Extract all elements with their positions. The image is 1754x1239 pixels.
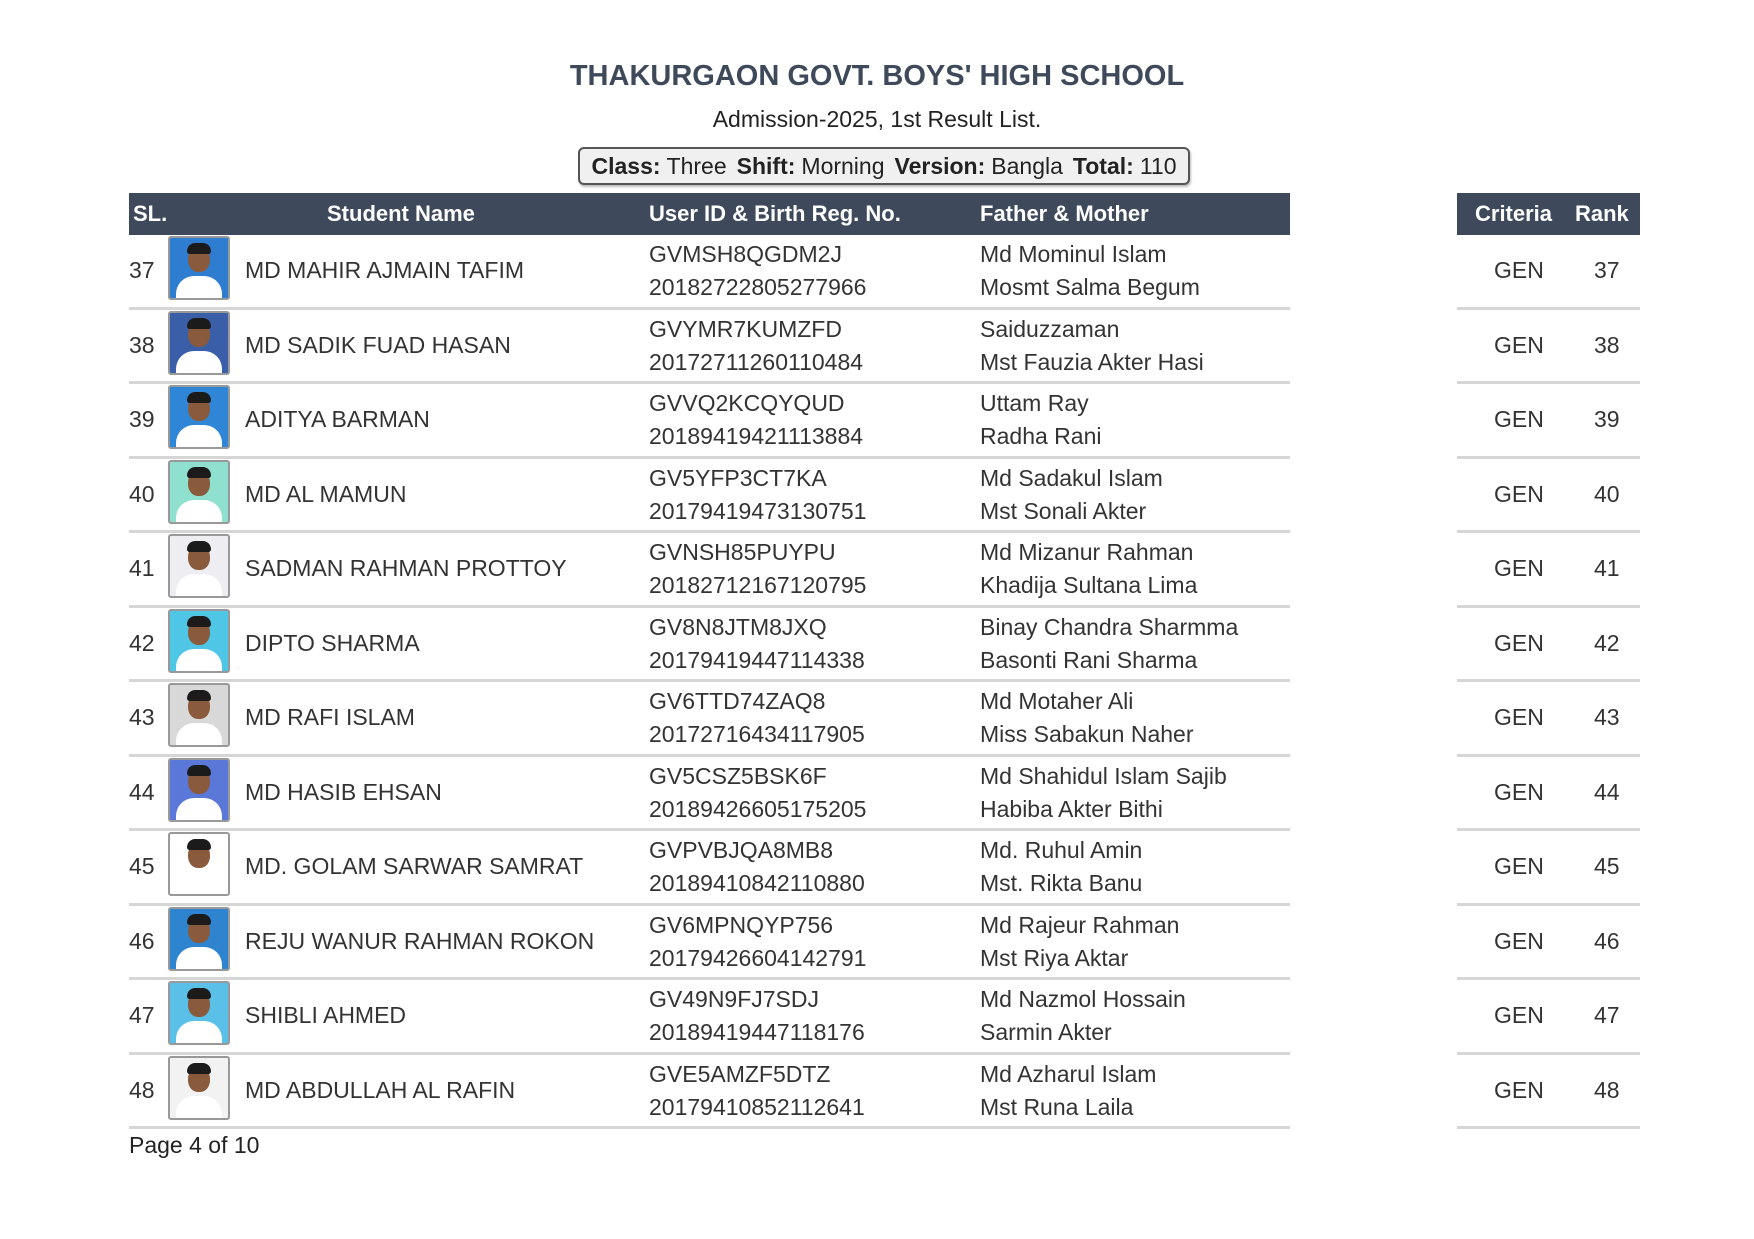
birth-reg-number: 20189419421113884 [649,423,864,449]
user-id: GVNSH85PUYPU [649,539,836,565]
column-header-criteria: Criteria [1475,201,1553,226]
table-row [129,757,1290,832]
user-id: GV5CSZ5BSK6F [649,762,827,789]
student-photo [168,907,230,971]
criteria-value: GEN [1494,331,1544,358]
photo-hair [187,318,211,329]
user-id: GV5YFP3CT7KA [649,464,827,491]
shift-label: Shift: [736,152,796,179]
student-name: MD RAFI ISLAM [245,704,415,730]
birth-reg-number: 20179419447114338 [649,646,865,673]
photo-shirt [176,1096,222,1120]
photo-hair [187,467,211,478]
rank-value: 41 [1594,555,1620,581]
photo-shirt [176,574,222,598]
father-name: Md Rajeur Rahman [980,911,1180,938]
mother-name: Mosmt Salma Begum [980,274,1200,300]
criteria-rank-row [1457,906,1640,981]
student-name: ADITYA BARMAN [245,406,430,432]
criteria-rank-row [1457,310,1640,385]
student-photo [168,534,230,598]
criteria-rank-table [1457,235,1640,1129]
student-name: REJU WANUR RAHMAN ROKON [245,927,595,954]
column-header-user-id: User ID & Birth Reg. No. [649,201,901,226]
photo-hair [187,765,211,776]
criteria-rank-row [1457,384,1640,459]
father-name: Md Nazmol Hossain [980,986,1186,1012]
serial-number: 48 [129,1076,155,1103]
rank-value: 42 [1594,629,1620,656]
father-name: Uttam Ray [980,390,1089,416]
criteria-rank-row [1457,980,1640,1055]
student-name: SADMAN RAHMAN PROTTOY [245,555,567,581]
main-table-header [129,193,1290,235]
rank-value: 39 [1594,406,1620,432]
photo-shirt [176,276,222,300]
criteria-rank-row [1457,533,1640,608]
student-name: MD. GOLAM SARWAR SAMRAT [245,853,584,879]
column-header-rank: Rank [1575,201,1629,226]
user-id: GVPVBJQA8MB8 [649,837,834,863]
table-row [129,384,1290,459]
column-header-sl: SL. [133,201,168,226]
criteria-value: GEN [1494,1076,1544,1103]
photo-shirt [176,947,222,971]
birth-reg-number: 20179410852112641 [649,1093,865,1120]
serial-number: 46 [129,927,155,954]
photo-shirt [176,425,222,449]
student-name: MD MAHIR AJMAIN TAFIM [245,257,524,283]
student-name: MD SADIK FUAD HASAN [245,331,511,358]
user-id: GVE5AMZF5DTZ [649,1060,831,1087]
rank-value: 40 [1594,480,1620,507]
photo-shirt [176,500,222,524]
serial-number: 44 [129,778,155,805]
photo-shirt [176,872,222,896]
rank-value: 43 [1594,704,1620,730]
photo-shirt [176,351,222,375]
birth-reg-number: 20182722805277966 [649,274,867,300]
photo-shirt [176,798,222,822]
serial-number: 38 [129,331,155,358]
criteria-rank-row [1457,608,1640,683]
user-id: GVYMR7KUMZFD [649,315,842,342]
student-name: MD ABDULLAH AL RAFIN [245,1076,516,1103]
criteria-value: GEN [1494,927,1544,954]
criteria-rank-row [1457,831,1640,906]
table-row [129,906,1290,981]
birth-reg-number: 20189410842110880 [649,870,865,896]
serial-number: 41 [129,555,155,581]
photo-shirt [176,649,222,673]
total-value: 110 [1139,152,1177,179]
side-table-header [1457,193,1640,235]
serial-number: 43 [129,704,155,730]
criteria-value: GEN [1494,778,1544,805]
photo-shirt [176,1021,222,1045]
mother-name: Mst Sonali Akter [980,497,1147,524]
photo-hair [187,1063,211,1074]
criteria-value: GEN [1494,406,1544,432]
father-name: Md. Ruhul Amin [980,837,1143,863]
table-row [129,831,1290,906]
student-name: SHIBLI AHMED [245,1002,407,1028]
father-name: Md Mizanur Rahman [980,539,1194,565]
version-value: Bangla [991,152,1063,179]
photo-hair [187,988,211,999]
rank-value: 45 [1594,853,1620,879]
photo-hair [187,839,211,850]
table-row [129,533,1290,608]
mother-name: Radha Rani [980,423,1102,449]
shift-value: Morning [801,152,885,179]
serial-number: 47 [129,1002,155,1028]
rank-value: 46 [1594,927,1620,954]
mother-name: Khadija Sultana Lima [980,572,1198,598]
mother-name: Sarmin Akter [980,1019,1112,1045]
criteria-value: GEN [1494,629,1544,656]
column-header-father-mother: Father & Mother [980,201,1149,226]
student-name: MD AL MAMUN [245,480,407,507]
mother-name: Mst Riya Aktar [980,944,1129,971]
rank-value: 48 [1594,1076,1620,1103]
birth-reg-number: 20179426604142791 [649,944,867,971]
serial-number: 42 [129,629,155,656]
student-table [129,235,1290,1129]
school-title: THAKURGAON GOVT. BOYS' HIGH SCHOOL [569,60,1185,92]
criteria-rank-row [1457,682,1640,757]
student-photo [168,832,230,896]
user-id: GVVQ2KCQYQUD [649,390,845,416]
student-name: DIPTO SHARMA [245,629,420,656]
photo-hair [187,914,211,925]
photo-shirt [176,723,222,747]
birth-reg-number: 20179419473130751 [649,497,867,524]
father-name: Md Shahidul Islam Sajib [980,762,1227,789]
table-row [129,459,1290,534]
father-name: Saiduzzaman [980,315,1120,342]
father-name: Md Sadakul Islam [980,464,1163,491]
serial-number: 40 [129,480,155,507]
birth-reg-number: 20189426605175205 [649,795,867,822]
birth-reg-number: 20172711260110484 [649,348,864,375]
photo-hair [187,690,211,701]
criteria-rank-row [1457,1055,1640,1130]
criteria-value: GEN [1494,480,1544,507]
class-value: Three [666,152,727,179]
table-row [129,980,1290,1055]
mother-name: Mst Fauzia Akter Hasi [980,348,1204,375]
user-id: GV8N8JTM8JXQ [649,613,827,640]
father-name: Md Mominul Islam [980,241,1167,267]
table-row [129,310,1290,385]
father-name: Md Azharul Islam [980,1060,1157,1087]
serial-number: 39 [129,406,155,432]
criteria-rank-row [1457,235,1640,310]
student-photo [168,981,230,1045]
birth-reg-number: 20172716434117905 [649,721,865,747]
student-photo [168,683,230,747]
total-label: Total: [1072,152,1134,179]
column-header-student-name: Student Name [327,201,475,226]
birth-reg-number: 20182712167120795 [649,572,867,598]
page-number: Page 4 of 10 [129,1132,260,1158]
student-photo [168,385,230,449]
class-info-box [578,147,1190,185]
table-row [129,235,1290,310]
mother-name: Habiba Akter Bithi [980,795,1163,822]
criteria-value: GEN [1494,704,1544,730]
table-row [129,608,1290,683]
mother-name: Mst. Rikta Banu [980,870,1143,896]
rank-value: 47 [1594,1002,1620,1028]
father-name: Binay Chandra Sharmma [980,613,1239,640]
version-label: Version: [894,152,986,179]
criteria-value: GEN [1494,555,1544,581]
mother-name: Basonti Rani Sharma [980,646,1198,673]
table-row [129,682,1290,757]
birth-reg-number: 20189419447118176 [649,1019,865,1045]
photo-hair [187,616,211,627]
serial-number: 37 [129,257,155,283]
criteria-rank-row [1457,459,1640,534]
table-row [129,1055,1290,1130]
rank-value: 44 [1594,778,1620,805]
user-id: GVMSH8QGDM2J [649,241,842,267]
father-name: Md Motaher Ali [980,688,1134,714]
student-photo [168,758,230,822]
criteria-value: GEN [1494,853,1544,879]
mother-name: Miss Sabakun Naher [980,721,1194,747]
photo-hair [187,243,211,254]
photo-hair [187,541,211,552]
student-photo [168,311,230,375]
user-id: GV6MPNQYP756 [649,911,834,938]
result-list-subtitle: Admission-2025, 1st Result List. [712,106,1042,132]
student-name: MD HASIB EHSAN [245,778,442,805]
user-id: GV49N9FJ7SDJ [649,986,820,1012]
student-photo [168,609,230,673]
student-photo [168,460,230,524]
rank-value: 37 [1594,257,1620,283]
photo-hair [187,392,211,403]
user-id: GV6TTD74ZAQ8 [649,688,826,714]
student-photo [168,1056,230,1120]
mother-name: Mst Runa Laila [980,1093,1134,1120]
serial-number: 45 [129,853,155,879]
student-photo [168,236,230,300]
class-label: Class: [591,152,661,179]
criteria-rank-row [1457,757,1640,832]
criteria-value: GEN [1494,257,1544,283]
criteria-value: GEN [1494,1002,1544,1028]
rank-value: 38 [1594,331,1620,358]
